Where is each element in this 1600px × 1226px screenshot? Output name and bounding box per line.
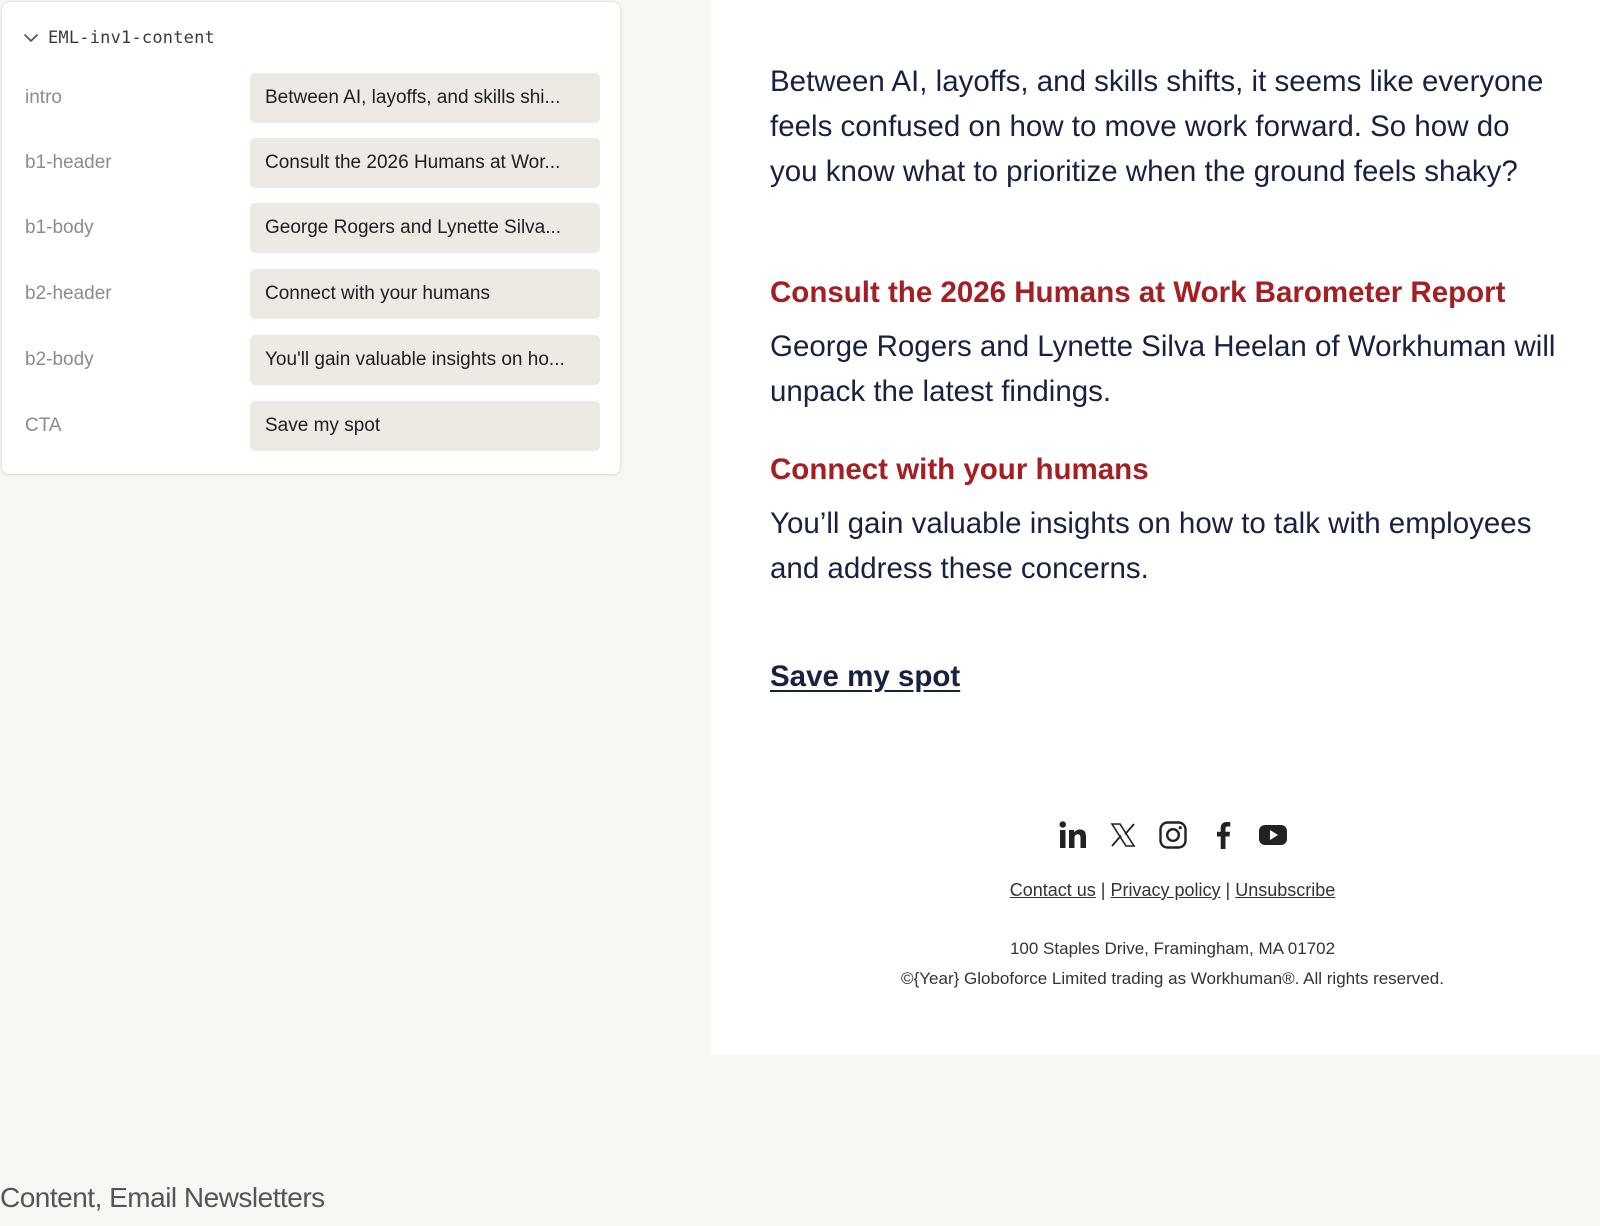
field-row-b2-header [25, 269, 600, 319]
email-preview [711, 0, 1600, 1055]
field-row-b2-body [25, 335, 600, 385]
instagram-icon[interactable] [1157, 818, 1189, 852]
company-address: 100 Staples Drive, Framingham, MA 01702 [1009, 939, 1336, 958]
panel-collapse-toggle[interactable] [22, 28, 215, 48]
field-value-b1-header[interactable] [250, 138, 600, 188]
unsubscribe-link[interactable]: Unsubscribe [1235, 880, 1336, 900]
field-value-text: Connect with your humans [265, 283, 490, 304]
field-row-b1-header [25, 138, 600, 188]
chevron-down-icon [22, 29, 40, 47]
panel-title: EML-inv1-content [48, 28, 215, 48]
field-value-text: Save my spot [265, 415, 381, 436]
link-separator: | [1095, 880, 1111, 900]
copyright-notice: ©{Year} Globoforce Limited trading as Workhuman®. All rights reserved. [901, 969, 1444, 988]
field-label: b2-body [25, 349, 94, 370]
field-row-intro [25, 73, 600, 123]
field-label: b1-header [25, 152, 112, 173]
contact-us-link[interactable]: Contact us [1009, 880, 1096, 900]
field-value-b1-body[interactable] [250, 203, 600, 253]
content-panel [1, 1, 621, 475]
email-intro: Between AI, layoffs, and skills shifts, it seems like everyone feels confused on how to move work forward. So how do you know what to prioritize when the ground feels shaky? [770, 65, 1544, 188]
field-value-intro[interactable] [250, 73, 600, 123]
block2-body: You’ll gain valuable insights on how to talk with employees and address these concerns. [770, 507, 1532, 585]
field-label: b1-body [25, 217, 94, 238]
block2-header: Connect with your humans [770, 453, 1149, 486]
field-label: CTA [25, 415, 62, 436]
privacy-policy-link[interactable]: Privacy policy [1110, 880, 1221, 900]
save-my-spot-link[interactable]: Save my spot [770, 660, 961, 693]
field-value-cta[interactable] [250, 401, 600, 451]
facebook-icon[interactable] [1207, 818, 1239, 852]
x-icon[interactable] [1107, 818, 1139, 852]
field-row-b1-body [25, 203, 600, 253]
field-value-b2-header[interactable] [250, 269, 600, 319]
link-separator: | [1220, 880, 1236, 900]
field-row-cta [25, 401, 600, 451]
field-value-text: Between AI, layoffs, and skills shi... [265, 87, 561, 108]
field-value-text: Consult the 2026 Humans at Wor... [265, 152, 561, 173]
footer-links [711, 880, 1600, 901]
block1-header: Consult the 2026 Humans at Work Barometer Report [770, 276, 1506, 309]
block1-body: George Rogers and Lynette Silva Heelan of Workhuman will unpack the latest findings. [770, 330, 1556, 408]
breadcrumb: Content, Email Newsletters [0, 1182, 325, 1213]
field-label: intro [25, 87, 62, 108]
field-value-b2-body[interactable] [250, 335, 600, 385]
linkedin-icon[interactable] [1057, 818, 1089, 852]
field-value-text: You'll gain valuable insights on ho... [265, 349, 565, 370]
youtube-icon[interactable] [1257, 818, 1289, 852]
field-label: b2-header [25, 283, 112, 304]
social-icons [711, 818, 1600, 852]
field-value-text: George Rogers and Lynette Silva... [265, 217, 562, 238]
